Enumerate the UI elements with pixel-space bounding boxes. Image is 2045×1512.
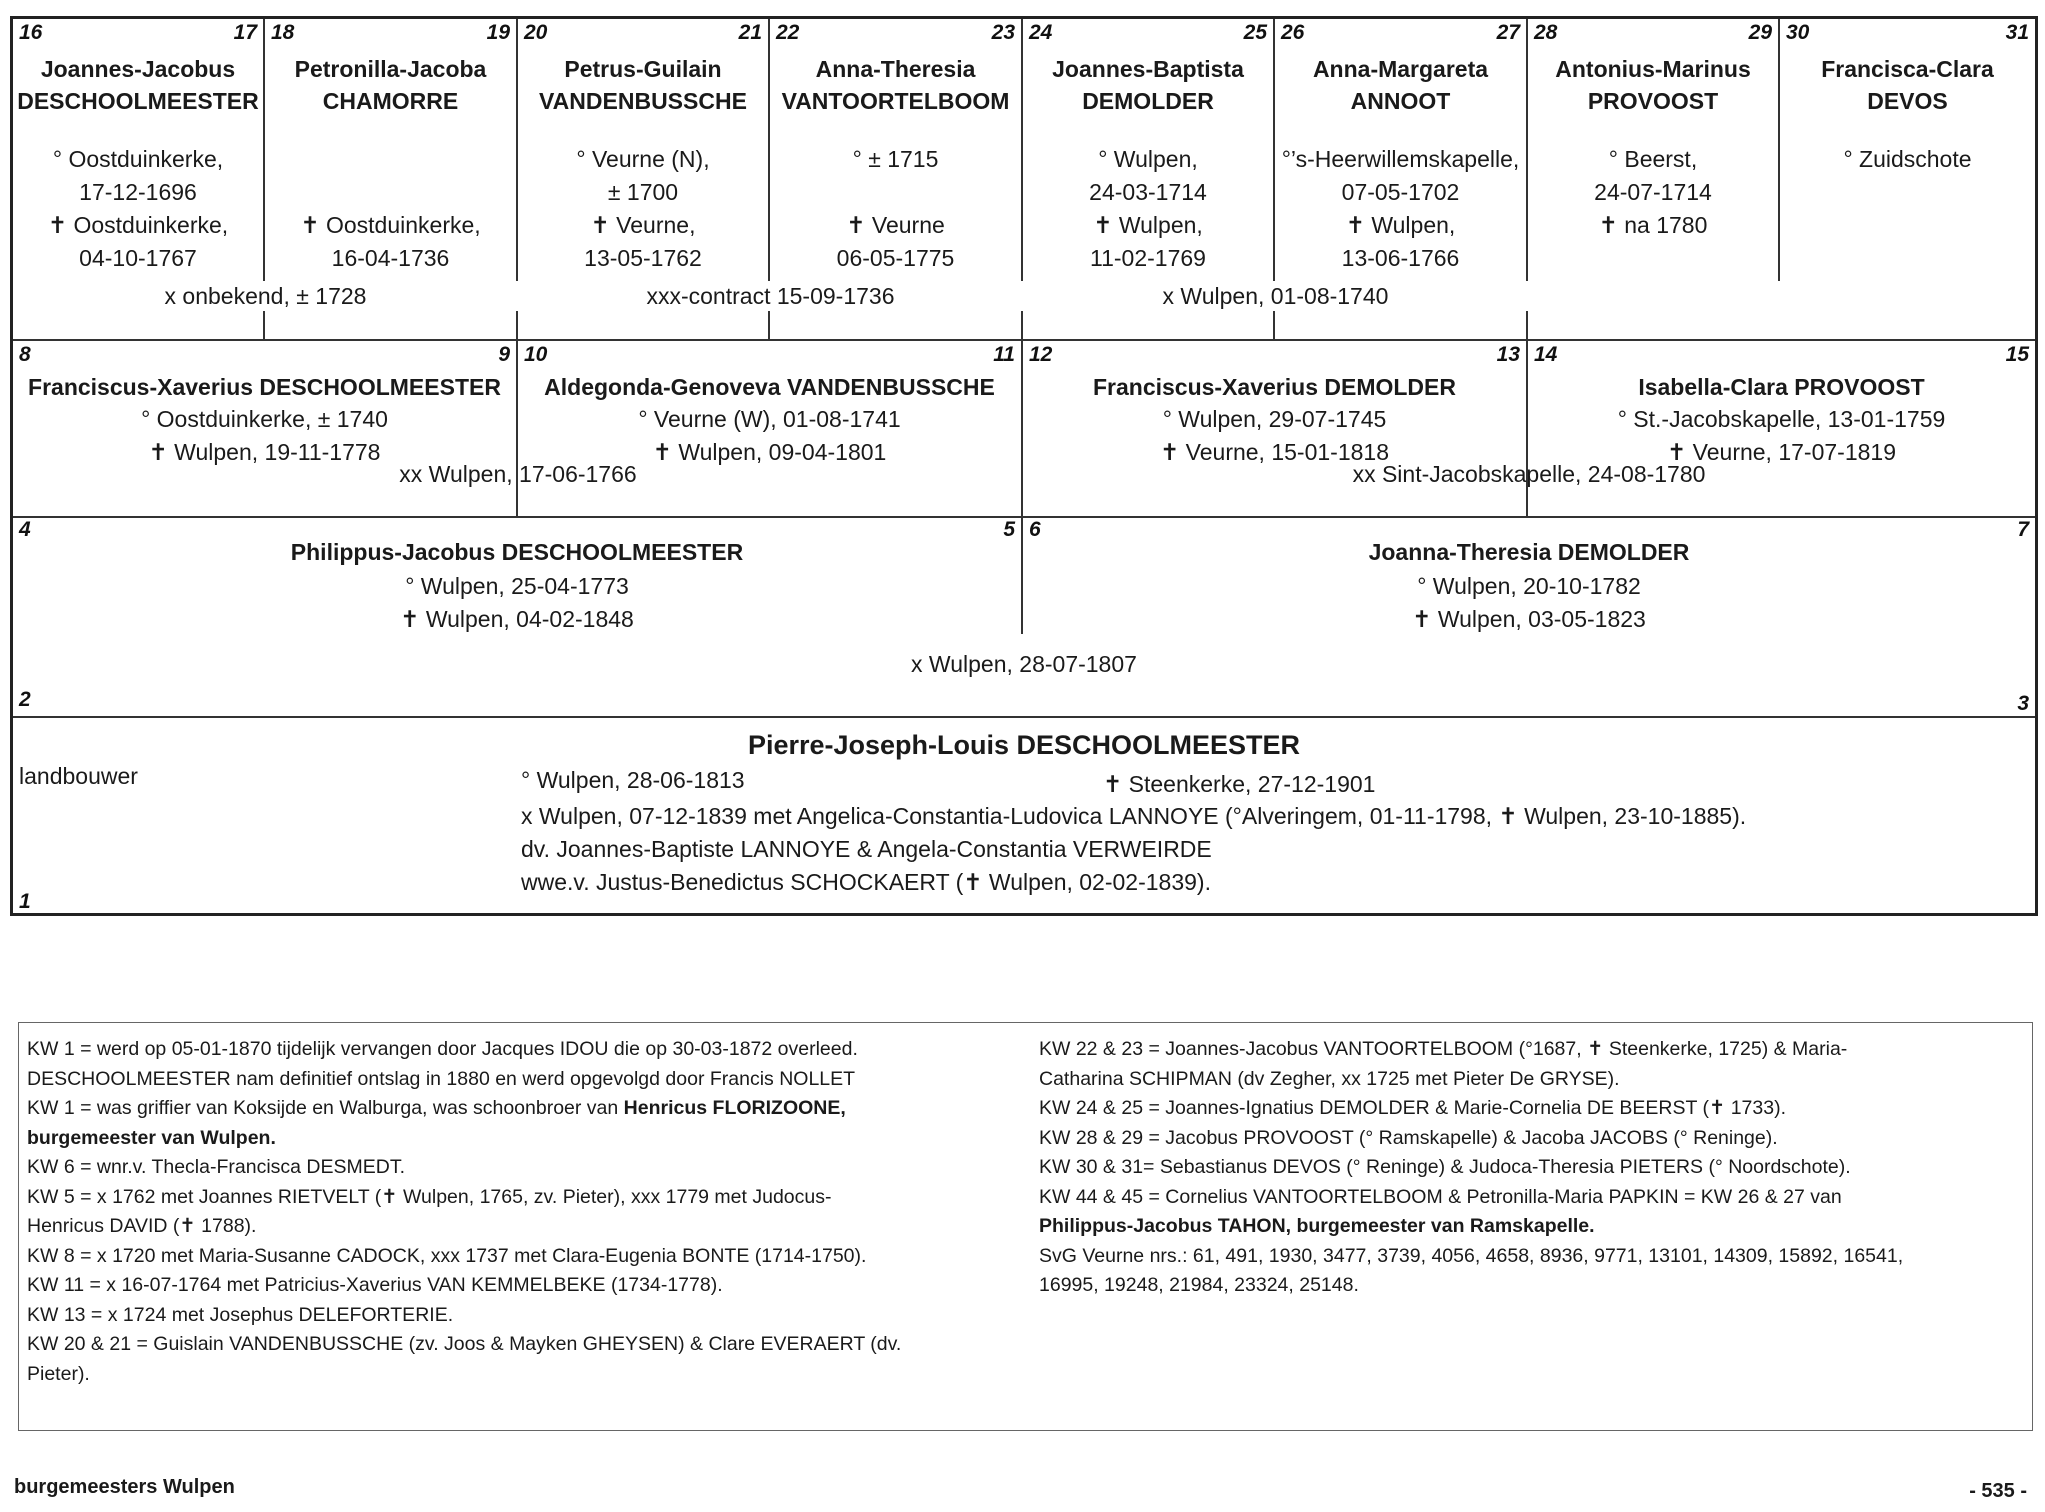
kw-number: 17	[233, 21, 257, 44]
kw-number: 15	[2005, 343, 2029, 366]
death-info: ✝ Steenkerke, 27-12-1901	[1103, 771, 1376, 797]
kw-number: 20	[524, 21, 548, 44]
ancestor-cell-8-9	[13, 341, 518, 516]
info-line: ✝ Wulpen, 04-02-1848	[400, 606, 634, 632]
kw-number: 24	[1029, 21, 1053, 44]
footer-left-title: burgemeesters Wulpen	[14, 1476, 235, 1498]
note-line: KW 1 = werd op 05-01-1870 tijdelijk vervangen door Jacques IDOU die op 30-03-1872 overleed.	[27, 1038, 858, 1060]
person-name: Isabella-Clara PROVOOST	[1638, 374, 1925, 400]
notes-left-column	[27, 1035, 1017, 1389]
info-line: ° Wulpen, 29-07-1745	[1162, 406, 1387, 432]
note-line: KW 6 = wnr.v. Thecla-Francisca DESMEDT.	[27, 1156, 406, 1178]
note-line: burgemeester van Wulpen.	[27, 1126, 276, 1149]
info-line: 24-07-1714	[1594, 179, 1712, 205]
person-surname: DEVOS	[1867, 88, 1948, 114]
kw-number: 22	[776, 21, 800, 44]
info-line: ° Wulpen, 25-04-1773	[405, 573, 629, 599]
kw-number: 28	[1534, 21, 1558, 44]
kw-number: 2	[19, 688, 31, 711]
info-line: ✝ Wulpen,	[1345, 212, 1456, 238]
kw-number: 10	[524, 343, 548, 366]
ancestor-cell-28-29	[1528, 19, 1780, 281]
ancestor-cell-4-5	[13, 516, 1023, 634]
pedigree-chart	[10, 16, 2038, 916]
kw-number: 11	[993, 343, 1015, 366]
person-info	[1023, 570, 2035, 636]
page-number: - 535 -	[1969, 1480, 2027, 1502]
marriage-line: xx Wulpen, 17-06-1766	[399, 461, 637, 487]
person-info	[13, 570, 1021, 636]
info-line: ✝ Oostduinkerke,	[47, 212, 229, 238]
info-line: 11-02-1769	[1090, 245, 1206, 271]
note-line: Philippus-Jacobus TAHON, burgemeester van Ramskapelle.	[1039, 1215, 1595, 1237]
info-line: ° Veurne (W), 01-08-1741	[638, 406, 901, 432]
info-line	[265, 143, 516, 176]
note-line: KW 24 & 25 = Joannes-Ignatius DEMOLDER & Marie-Cornelia DE BEERST (✝ 1733).	[1039, 1097, 1786, 1119]
occupation: landbouwer	[19, 763, 138, 789]
birth-info: ° Wulpen, 28-06-1813	[521, 767, 745, 793]
marriage-line: xxx-contract 15-09-1736	[518, 281, 1023, 311]
ancestor-cell-10-11	[518, 341, 1023, 516]
person-info	[770, 143, 1021, 275]
note-line: 16995, 19248, 21984, 23324, 25148.	[1039, 1274, 1359, 1296]
notes-right-column	[1039, 1035, 2029, 1301]
note-line: KW 5 = x 1762 met Joannes RIETVELT (✝ Wulpen, 1765, zv. Pieter), xxx 1779 met Judocus-	[27, 1185, 832, 1208]
info-line: ✝ Veurne, 15-01-1818	[1160, 439, 1389, 465]
info-line	[265, 176, 516, 209]
note-line: Henricus DAVID (✝ 1788).	[27, 1215, 257, 1237]
person-surname: ANNOOT	[1350, 88, 1451, 114]
person-firstname: Anna-Theresia	[815, 56, 976, 82]
info-line: ✝ Veurne,	[590, 212, 696, 238]
person-surname: CHAMORRE	[322, 88, 459, 114]
kw-number: 23	[991, 21, 1015, 44]
kw-number: 13	[1496, 343, 1520, 366]
note-line: DESCHOOLMEESTER nam definitief ontslag in 1880 en werd opgevolgd door Francis NOLLET	[27, 1067, 856, 1090]
info-line: 13-05-1762	[584, 245, 702, 271]
info-line: ° Oostduinkerke, ± 1740	[141, 406, 388, 432]
info-line: ° Beerst,	[1608, 146, 1698, 172]
marriage-line: x Wulpen, 01-08-1740	[1023, 281, 1528, 311]
kw-number: 30	[1786, 21, 1810, 44]
person-firstname: Joannes-Baptista	[1052, 56, 1244, 82]
root-detail-line: x Wulpen, 07-12-1839 met Angelica-Constantia-Ludovica LANNOYE (°Alveringem, 01-11-1798, ✝ Wulpen, 23-10-1885).	[521, 803, 1747, 829]
kw-number: 4	[19, 518, 31, 541]
person-surname: DEMOLDER	[1082, 88, 1214, 114]
kw-number: 19	[486, 21, 510, 44]
info-line: ✝ Veurne, 17-07-1819	[1667, 439, 1896, 465]
person-name: Franciscus-Xaverius DESCHOOLMEESTER	[28, 374, 501, 400]
note-line: KW 22 & 23 = Joannes-Jacobus VANTOORTELBOOM (°1687, ✝ Steenkerke, 1725) & Maria-	[1039, 1038, 1848, 1060]
kw-number: 18	[271, 21, 295, 44]
ancestor-cell-14-15	[1528, 341, 2035, 516]
info-line: ° Oostduinkerke,	[52, 146, 224, 172]
info-line: ± 1700	[607, 179, 679, 205]
info-line: ✝ Wulpen, 19-11-1778	[148, 439, 381, 465]
info-line: 04-10-1767	[79, 245, 197, 271]
person-surname: VANTOORTELBOOM	[781, 88, 1010, 114]
info-line: 17-12-1696	[79, 179, 197, 205]
note-line: KW 8 = x 1720 met Maria-Susanne CADOCK, xxx 1737 met Clara-Eugenia BONTE (1714-1750).	[27, 1244, 867, 1267]
info-line: ✝ Wulpen, 03-05-1823	[1412, 606, 1646, 632]
info-line: ° Veurne (N),	[576, 146, 710, 172]
note-line: KW 13 = x 1724 met Josephus DELEFORTERIE.	[27, 1303, 454, 1326]
info-line	[1780, 242, 2035, 275]
kw-number: 9	[498, 343, 510, 366]
person-firstname: Joannes-Jacobus	[40, 56, 236, 82]
info-line	[1780, 209, 2035, 242]
info-line: °’s-Heerwillemskapelle,	[1281, 146, 1520, 172]
info-line: ✝ Wulpen,	[1093, 212, 1203, 238]
kw-number: 16	[19, 21, 43, 44]
note-line: KW 44 & 45 = Cornelius VANTOORTELBOOM & Petronilla-Maria PAPKIN = KW 26 & 27 van	[1039, 1185, 1842, 1208]
person-name: Joanna-Theresia DEMOLDER	[1368, 539, 1690, 565]
note-line: SvG Veurne nrs.: 61, 491, 1930, 3477, 3739, 4056, 4658, 8936, 9771, 13101, 14309, 15892, 16541,	[1039, 1244, 1904, 1267]
kw-number: 5	[1003, 518, 1015, 541]
person-name: Franciscus-Xaverius DEMOLDER	[1092, 374, 1456, 400]
info-line: ° St.-Jacobskapelle, 13-01-1759	[1617, 406, 1946, 432]
root-person-name: Pierre-Joseph-Louis DESCHOOLMEESTER	[747, 730, 1301, 760]
info-line: ° Wulpen, 20-10-1782	[1417, 573, 1641, 599]
kw-number: 8	[19, 343, 31, 366]
kw-number: 7	[2017, 518, 2029, 541]
person-firstname: Petrus-Guilain	[564, 56, 722, 82]
person-info	[1780, 143, 2035, 275]
info-line: 06-05-1775	[836, 245, 955, 271]
info-line	[1528, 242, 1778, 275]
info-line: ✝ Wulpen, 09-04-1801	[652, 439, 887, 465]
note-line: KW 11 = x 16-07-1764 met Patricius-Xaverius VAN KEMMELBEKE (1734-1778).	[27, 1274, 723, 1296]
kw-number: 26	[1281, 21, 1305, 44]
kw-number: 6	[1029, 518, 1041, 541]
ancestor-cell-6-7	[1023, 516, 2035, 634]
person-info	[1275, 143, 1526, 275]
kw-number: 31	[2005, 21, 2029, 44]
note-line: KW 30 & 31= Sebastianus DEVOS (° Reninge) & Judoca-Theresia PIETERS (° Noordschote).	[1039, 1156, 1851, 1178]
person-firstname: Petronilla-Jacoba	[294, 56, 487, 82]
person-firstname: Antonius-Marinus	[1555, 56, 1751, 82]
note-line: Catharina SCHIPMAN (dv Zegher, xx 1725 met Pieter De GRYSE).	[1039, 1067, 1620, 1090]
info-line: ° ± 1715	[852, 146, 939, 172]
person-info	[265, 143, 516, 275]
kw-number: 14	[1534, 343, 1558, 366]
note-line: KW 1 = was griffier van Koksijde en Walburga, was schoonbroer van Henricus FLORIZOONE,	[27, 1097, 846, 1119]
person-surname: PROVOOST	[1587, 88, 1719, 114]
kw-number: 29	[1748, 21, 1772, 44]
info-line: 07-05-1702	[1341, 179, 1460, 205]
note-line: Pieter).	[27, 1362, 90, 1385]
root-person-cell	[13, 688, 2035, 916]
marriage-line: x Wulpen, 28-07-1807	[911, 651, 1137, 677]
info-line	[770, 176, 1021, 209]
marriage-line: x onbekend, ± 1728	[13, 281, 518, 311]
person-firstname: Francisca-Clara	[1821, 56, 1994, 82]
kw-number: 21	[738, 21, 762, 44]
marriage-line: xx Sint-Jacobskapelle, 24-08-1780	[1352, 461, 1706, 487]
kw-number: 3	[2017, 692, 2029, 715]
info-line: 16-04-1736	[331, 245, 450, 271]
person-firstname: Anna-Margareta	[1312, 56, 1489, 82]
notes-box	[18, 1022, 2033, 1431]
info-line: ✝ na 1780	[1598, 212, 1708, 238]
person-surname: VANDENBUSSCHE	[539, 88, 747, 114]
root-detail-line: dv. Joannes-Baptiste LANNOYE & Angela-Constantia VERWEIRDE	[521, 836, 1212, 862]
root-detail-line: wwe.v. Justus-Benedictus SCHOCKAERT (✝ Wulpen, 02-02-1839).	[521, 869, 1211, 895]
info-line: ° Wulpen,	[1098, 146, 1198, 172]
person-info	[1528, 143, 1778, 275]
kw-number: 25	[1243, 21, 1267, 44]
info-line: ✝ Oostduinkerke,	[300, 212, 481, 238]
kw-number: 1	[19, 890, 31, 913]
info-line	[1780, 176, 2035, 209]
kw-number: 12	[1029, 343, 1053, 366]
person-name: Aldegonda-Genoveva VANDENBUSSCHE	[544, 374, 995, 400]
person-info	[13, 143, 263, 275]
person-info	[1023, 143, 1273, 275]
note-line: KW 28 & 29 = Jacobus PROVOOST (° Ramskapelle) & Jacoba JACOBS (° Reninge).	[1039, 1126, 1778, 1149]
ancestor-cell-12-13	[1023, 341, 1528, 516]
note-line: KW 20 & 21 = Guislain VANDENBUSSCHE (zv. Joos & Mayken GHEYSEN) & Clare EVERAERT (dv.	[27, 1333, 902, 1355]
person-name: Philippus-Jacobus DESCHOOLMEESTER	[290, 539, 744, 565]
info-line: 13-06-1766	[1341, 245, 1460, 271]
kw-number: 27	[1496, 21, 1520, 44]
info-line: 24-03-1714	[1089, 179, 1207, 205]
person-surname: DESCHOOLMEESTER	[17, 88, 259, 114]
info-line: ° Zuidschote	[1843, 146, 1972, 172]
info-line: ✝ Veurne	[846, 212, 945, 238]
person-info	[518, 143, 768, 275]
ancestor-cell-30-31	[1780, 19, 2035, 281]
